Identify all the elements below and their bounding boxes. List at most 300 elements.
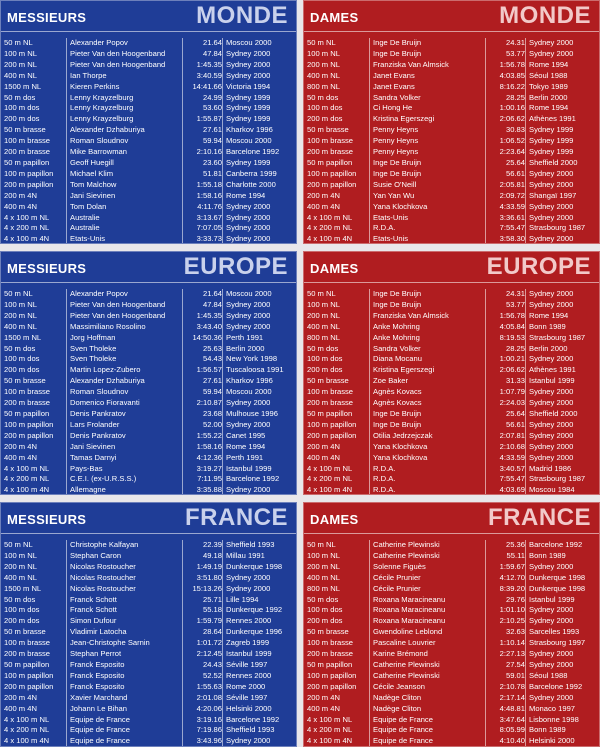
place-cell: Istanbul 1999 — [223, 464, 297, 475]
place-cell: Tokyo 1989 — [526, 82, 600, 93]
event-cell: 50 m papillon — [1, 409, 67, 420]
place-cell: Sydney 2000 — [526, 605, 600, 616]
swimmer-cell: Lenny Krayzelburg — [67, 114, 183, 125]
records-table — [1, 289, 296, 495]
place-cell: Rome 2000 — [223, 682, 297, 693]
place-cell: Strasbourg 1987 — [526, 223, 600, 234]
time-cell: 2:06.62 — [499, 114, 525, 124]
records-table — [304, 38, 599, 244]
panel-dames-europe — [303, 251, 600, 495]
table-row — [304, 715, 599, 726]
swimmer-cell: Alexander Popov — [67, 289, 183, 300]
place-cell: Victoria 1994 — [223, 82, 297, 93]
swimmer-cell: Roxana Maracineanu — [370, 595, 486, 606]
table-row — [304, 376, 599, 387]
swimmer-cell: Alexander Dzhaburiya — [67, 125, 183, 136]
event-cell: 4 x 100 m 4N — [304, 485, 370, 495]
gender-label: MESSIEURS — [7, 512, 87, 527]
table-row — [1, 638, 296, 649]
place-cell: Sydney 2000 — [223, 71, 297, 82]
time-cell: 25.64 — [505, 408, 525, 418]
event-cell: 200 m dos — [304, 365, 370, 376]
event-cell: 200 m brasse — [304, 649, 370, 660]
event-cell: 100 m papillon — [1, 671, 67, 682]
place-cell: Sydney 1999 — [223, 114, 297, 125]
records-table — [1, 540, 296, 747]
swimmer-cell: Anke Mohring — [370, 333, 486, 344]
swimmer-cell: Equipe de France — [67, 736, 183, 747]
event-cell: 200 m brasse — [304, 147, 370, 158]
time-cell: 1:06.52 — [499, 136, 525, 146]
event-cell: 100 m brasse — [304, 387, 370, 398]
table-row — [1, 649, 296, 660]
swimmer-cell: Tom Dolan — [67, 202, 183, 213]
swimmer-cell: Yana Klochkova — [370, 202, 486, 213]
event-cell: 200 m dos — [1, 365, 67, 376]
time-cell: 53.77 — [505, 48, 525, 58]
panel-header — [1, 503, 296, 534]
time-cell: 1:55.18 — [196, 179, 222, 189]
time-cell: 8:39.20 — [499, 583, 525, 593]
event-cell: 400 m NL — [304, 573, 370, 584]
place-cell: Strasbourg 1987 — [526, 474, 600, 485]
place-cell: Sydney 2000 — [526, 354, 600, 365]
swimmer-cell: Inge De Bruijn — [370, 38, 486, 49]
event-cell: 400 m NL — [1, 322, 67, 333]
time-cell: 8:05.99 — [499, 725, 525, 735]
event-cell: 200 m NL — [1, 311, 67, 322]
time-cell: 3:51.80 — [196, 572, 222, 582]
time-cell: 2:27.13 — [499, 649, 525, 659]
table-row — [1, 420, 296, 431]
event-cell: 4 x 100 m NL — [304, 464, 370, 475]
place-cell: Sydney 2000 — [223, 485, 297, 495]
time-cell: 54.43 — [202, 354, 222, 364]
time-cell: 4:12.70 — [499, 572, 525, 582]
swimmer-cell: Diana Mocanu — [370, 354, 486, 365]
time-cell: 7:19.86 — [196, 725, 222, 735]
place-cell: Rome 1994 — [526, 60, 600, 71]
event-cell: 200 m papillon — [304, 180, 370, 191]
time-cell: 1:07.79 — [499, 387, 525, 397]
swimmer-cell: Massimiliano Rosolino — [67, 322, 183, 333]
table-row — [304, 474, 599, 485]
table-row — [1, 442, 296, 453]
table-row — [1, 300, 296, 311]
event-cell: 4 x 100 m 4N — [1, 736, 67, 747]
time-cell: 27.54 — [505, 659, 525, 669]
table-row — [1, 234, 296, 244]
place-cell: Barcelone 1992 — [223, 147, 297, 158]
event-cell: 4 x 200 m NL — [1, 474, 67, 485]
time-cell: 3:35.88 — [196, 485, 222, 495]
event-cell: 100 m dos — [304, 354, 370, 365]
panel-header — [1, 252, 296, 283]
time-cell: 1:01.10 — [499, 605, 525, 615]
event-cell: 50 m brasse — [304, 627, 370, 638]
table-row — [304, 60, 599, 71]
swimmer-cell: Franziska Van Almsick — [370, 60, 486, 71]
place-cell: Séoul 1988 — [526, 671, 600, 682]
place-cell: Dunkerque 1998 — [223, 562, 297, 573]
swimmer-cell: Inge De Bruijn — [370, 49, 486, 60]
swimmer-cell: Sven Tholeke — [67, 344, 183, 355]
table-row — [304, 169, 599, 180]
place-cell: Canet 1995 — [223, 431, 297, 442]
time-cell: 23.60 — [202, 157, 222, 167]
event-cell: 100 m NL — [1, 300, 67, 311]
time-cell: 4:03.69 — [499, 485, 525, 495]
event-cell: 200 m brasse — [1, 147, 67, 158]
time-cell: 15:13.26 — [192, 583, 222, 593]
swimmer-cell: Penny Heyns — [370, 125, 486, 136]
place-cell: Bonn 1989 — [526, 551, 600, 562]
time-cell: 24.99 — [202, 92, 222, 102]
gender-label: DAMES — [310, 10, 359, 25]
table-row — [304, 649, 599, 660]
time-cell: 23.68 — [202, 408, 222, 418]
place-cell: Sydney 2000 — [223, 311, 297, 322]
swimmer-cell: Geoff Huegill — [67, 158, 183, 169]
time-cell: 3:33.73 — [196, 234, 222, 244]
event-cell: 4 x 100 m 4N — [304, 234, 370, 244]
table-row — [1, 82, 296, 93]
swimmer-cell: Agnès Kovacs — [370, 387, 486, 398]
time-cell: 4:33.59 — [499, 452, 525, 462]
time-cell: 32.63 — [505, 627, 525, 637]
place-cell: Helsinki 2000 — [526, 736, 600, 747]
table-row — [1, 573, 296, 584]
event-cell: 800 m NL — [304, 333, 370, 344]
time-cell: 1:58.16 — [196, 190, 222, 200]
place-cell: Dunkerque 1996 — [223, 627, 297, 638]
time-cell: 3:40.57 — [499, 463, 525, 473]
swimmer-cell: Mike Barrowman — [67, 147, 183, 158]
event-cell: 50 m papillon — [304, 158, 370, 169]
region-title: EUROPE — [486, 253, 591, 280]
place-cell: Athènes 1991 — [526, 365, 600, 376]
table-row — [304, 38, 599, 49]
place-cell: Rennes 2000 — [223, 616, 297, 627]
place-cell: Sydney 1999 — [526, 136, 600, 147]
table-row — [304, 616, 599, 627]
table-row — [1, 136, 296, 147]
table-row — [1, 398, 296, 409]
swimmer-cell: Nicolas Rostoucher — [67, 584, 183, 595]
event-cell: 4 x 100 m NL — [1, 464, 67, 475]
place-cell: Shangaï 1997 — [526, 191, 600, 202]
time-cell: 22.39 — [202, 540, 222, 549]
table-row — [304, 114, 599, 125]
event-cell: 100 m dos — [1, 354, 67, 365]
event-cell: 200 m brasse — [1, 398, 67, 409]
table-row — [304, 158, 599, 169]
table-row — [304, 725, 599, 736]
place-cell: Helsinki 2000 — [223, 704, 297, 715]
table-row — [304, 93, 599, 104]
time-cell: 28.64 — [202, 627, 222, 637]
time-cell: 7:11.95 — [197, 474, 222, 484]
swimmer-cell: Kristina Egerszegi — [370, 365, 486, 376]
time-cell: 21.64 — [202, 38, 222, 47]
time-cell: 51.81 — [202, 168, 222, 178]
time-cell: 2:05.81 — [499, 179, 525, 189]
event-cell: 50 m papillon — [304, 409, 370, 420]
swimmer-cell: Pieter Van den Hoogenband — [67, 311, 183, 322]
swimmer-cell: Franck Esposito — [67, 671, 183, 682]
event-cell: 200 m dos — [1, 616, 67, 627]
place-cell: Sydney 2000 — [223, 213, 297, 224]
table-row — [1, 453, 296, 464]
event-cell: 200 m brasse — [1, 649, 67, 660]
time-cell: 2:12.45 — [196, 649, 222, 659]
place-cell: Sarcelles 1993 — [526, 627, 600, 638]
swimmer-cell: Penny Heyns — [370, 136, 486, 147]
place-cell: Perth 1991 — [223, 453, 297, 464]
event-cell: 1500 m NL — [1, 584, 67, 595]
swimmer-cell: Roxana Maracineanu — [370, 605, 486, 616]
place-cell: Perth 1991 — [223, 333, 297, 344]
time-cell: 8:19.53 — [499, 332, 525, 342]
swimmer-cell: Franck Esposito — [67, 682, 183, 693]
event-cell: 50 m dos — [304, 344, 370, 355]
place-cell: Rome 1994 — [526, 311, 600, 322]
swimmer-cell: Equipe de France — [67, 725, 183, 736]
table-row — [304, 82, 599, 93]
table-row — [304, 333, 599, 344]
records-table — [304, 289, 599, 495]
time-cell: 1:55.87 — [196, 114, 222, 124]
table-row — [304, 431, 599, 442]
table-row — [304, 736, 599, 747]
place-cell: Sydney 2000 — [223, 398, 297, 409]
event-cell: 200 m papillon — [1, 431, 67, 442]
place-cell: Sydney 2000 — [223, 234, 297, 244]
event-cell: 50 m brasse — [304, 125, 370, 136]
swimmer-cell: Agnès Kovacs — [370, 398, 486, 409]
swimmer-cell: Sandra Volker — [370, 93, 486, 104]
table-row — [1, 202, 296, 213]
time-cell: 59.94 — [202, 387, 222, 397]
time-cell: 28.25 — [505, 92, 525, 102]
table-row — [1, 365, 296, 376]
event-cell: 200 m 4N — [1, 191, 67, 202]
swimmer-cell: Pascaline Louvrier — [370, 638, 486, 649]
event-cell: 50 m NL — [1, 540, 67, 551]
event-cell: 200 m brasse — [304, 398, 370, 409]
swimmer-cell: Nicolas Rostoucher — [67, 573, 183, 584]
event-cell: 50 m dos — [304, 595, 370, 606]
time-cell: 1:55.63 — [196, 681, 222, 691]
event-cell: 4 x 200 m NL — [304, 725, 370, 736]
event-cell: 50 m NL — [1, 38, 67, 49]
event-cell: 4 x 100 m NL — [304, 715, 370, 726]
swimmer-cell: Franziska Van Almsick — [370, 311, 486, 322]
time-cell: 25.64 — [505, 157, 525, 167]
place-cell: Sydney 2000 — [526, 693, 600, 704]
event-cell: 50 m brasse — [1, 376, 67, 387]
time-cell: 4:33.59 — [499, 201, 525, 211]
swimmer-cell: Yana Klochkova — [370, 442, 486, 453]
place-cell: Sydney 2000 — [526, 431, 600, 442]
swimmer-cell: Pieter Van den Hoogenband — [67, 300, 183, 311]
time-cell: 59.94 — [202, 136, 222, 146]
place-cell: Rome 1994 — [223, 442, 297, 453]
place-cell: Sydney 2000 — [526, 420, 600, 431]
table-row — [304, 551, 599, 562]
time-cell: 1:00.21 — [499, 354, 525, 364]
event-cell: 200 m 4N — [304, 442, 370, 453]
swimmer-cell: Etats-Unis — [67, 234, 183, 244]
place-cell: Berlin 2000 — [526, 93, 600, 104]
swimmer-cell: Equipe de France — [370, 715, 486, 726]
event-cell: 800 m NL — [304, 82, 370, 93]
event-cell: 400 m 4N — [304, 453, 370, 464]
table-row — [1, 376, 296, 387]
table-row — [1, 660, 296, 671]
region-title: MONDE — [499, 2, 591, 29]
place-cell: Sydney 2000 — [223, 60, 297, 71]
table-row — [304, 671, 599, 682]
place-cell: Dunkerque 1992 — [223, 605, 297, 616]
event-cell: 200 m dos — [1, 114, 67, 125]
place-cell: Sydney 2000 — [526, 202, 600, 213]
table-row — [304, 704, 599, 715]
swimmer-cell: Stephan Caron — [67, 551, 183, 562]
swimmer-cell: Jorg Hoffman — [67, 333, 183, 344]
event-cell: 100 m brasse — [1, 387, 67, 398]
time-cell: 2:24.03 — [499, 398, 525, 408]
table-row — [1, 562, 296, 573]
time-cell: 4:48.81 — [499, 703, 525, 713]
swimmer-cell: Cécile Prunier — [370, 584, 486, 595]
table-row — [304, 234, 599, 244]
event-cell: 200 m 4N — [1, 442, 67, 453]
swimmer-cell: Susie O'Neill — [370, 180, 486, 191]
time-cell: 4:11.76 — [197, 201, 222, 211]
event-cell: 100 m brasse — [1, 638, 67, 649]
table-row — [1, 223, 296, 234]
place-cell: Istanbul 1999 — [223, 649, 297, 660]
swimmer-cell: Yana Klochkova — [370, 453, 486, 464]
swimmer-cell: Denis Pankratov — [67, 409, 183, 420]
table-row — [1, 682, 296, 693]
swimmer-cell: Inge De Bruijn — [370, 420, 486, 431]
event-cell: 200 m papillon — [1, 180, 67, 191]
swimmer-cell: Equipe de France — [67, 715, 183, 726]
panel-dames-monde — [303, 0, 600, 244]
swimmer-cell: Cécile Prunier — [370, 573, 486, 584]
time-cell: 3:19.27 — [196, 463, 222, 473]
time-cell: 4:20.06 — [196, 703, 222, 713]
place-cell: Rennes 2000 — [223, 671, 297, 682]
region-title: EUROPE — [183, 253, 288, 280]
time-cell: 1:45.35 — [196, 310, 222, 320]
event-cell: 200 m dos — [304, 114, 370, 125]
place-cell: Sydney 2000 — [526, 660, 600, 671]
place-cell: Strasbourg 1997 — [526, 638, 600, 649]
time-cell: 1:56.78 — [499, 310, 525, 320]
event-cell: 400 m 4N — [1, 453, 67, 464]
time-cell: 31.33 — [505, 376, 525, 386]
place-cell: Sydney 2000 — [526, 649, 600, 660]
table-row — [304, 344, 599, 355]
table-row — [304, 180, 599, 191]
time-cell: 24.43 — [202, 659, 222, 669]
event-cell: 100 m NL — [304, 300, 370, 311]
swimmer-cell: Australie — [67, 223, 183, 234]
swimmer-cell: Etats-Unis — [370, 213, 486, 224]
time-cell: 3:19.16 — [196, 714, 222, 724]
swimmer-cell: Roxana Maracineanu — [370, 616, 486, 627]
time-cell: 56.61 — [505, 419, 525, 429]
swimmer-cell: Stephan Perrot — [67, 649, 183, 660]
place-cell: Athènes 1991 — [526, 114, 600, 125]
time-cell: 1:55.22 — [196, 430, 222, 440]
event-cell: 50 m dos — [1, 93, 67, 104]
event-cell: 50 m brasse — [1, 125, 67, 136]
time-cell: 25.63 — [202, 343, 222, 353]
place-cell: Madrid 1986 — [526, 464, 600, 475]
place-cell: Sydney 2000 — [526, 616, 600, 627]
table-row — [304, 693, 599, 704]
event-cell: 4 x 100 m 4N — [1, 485, 67, 495]
swimmer-cell: R.D.A. — [370, 464, 486, 475]
place-cell: Sydney 2000 — [526, 562, 600, 573]
time-cell: 1:59.79 — [196, 616, 222, 626]
swimmer-cell: Alexander Popov — [67, 38, 183, 49]
event-cell: 4 x 200 m NL — [304, 474, 370, 485]
time-cell: 47.84 — [202, 299, 222, 309]
swimmer-cell: Lars Frolander — [67, 420, 183, 431]
table-row — [304, 660, 599, 671]
event-cell: 200 m papillon — [304, 431, 370, 442]
event-cell: 100 m papillon — [304, 671, 370, 682]
swimmer-cell: Otilia Jedrzejczak — [370, 431, 486, 442]
event-cell: 400 m NL — [304, 71, 370, 82]
place-cell: Bonn 1989 — [526, 322, 600, 333]
swimmer-cell: Nicolas Rostoucher — [67, 562, 183, 573]
table-row — [1, 158, 296, 169]
region-title: FRANCE — [488, 504, 591, 531]
time-cell: 55.18 — [202, 605, 222, 615]
swimmer-cell: Catherine Plewinski — [370, 540, 486, 551]
table-row — [1, 627, 296, 638]
swimmer-cell: Australie — [67, 213, 183, 224]
time-cell: 29.76 — [505, 594, 525, 604]
region-title: MONDE — [196, 2, 288, 29]
time-cell: 2:17.14 — [499, 692, 525, 702]
swimmer-cell: Franck Schott — [67, 595, 183, 606]
time-cell: 14:41.66 — [192, 81, 222, 91]
place-cell: Strasbourg 1987 — [526, 333, 600, 344]
table-row — [1, 704, 296, 715]
event-cell: 100 m dos — [1, 605, 67, 616]
table-row — [1, 540, 296, 551]
table-row — [1, 725, 296, 736]
table-row — [304, 453, 599, 464]
table-row — [1, 474, 296, 485]
swimmer-cell: R.D.A. — [370, 485, 486, 495]
place-cell: Dunkerque 1998 — [526, 573, 600, 584]
place-cell: Sydney 2000 — [223, 584, 297, 595]
records-table — [304, 540, 599, 747]
place-cell: Monaco 1997 — [526, 704, 600, 715]
place-cell: Sydney 2000 — [526, 213, 600, 224]
place-cell: Moscou 2000 — [223, 387, 297, 398]
place-cell: Sydney 1999 — [526, 147, 600, 158]
place-cell: Barcelone 1992 — [526, 682, 600, 693]
